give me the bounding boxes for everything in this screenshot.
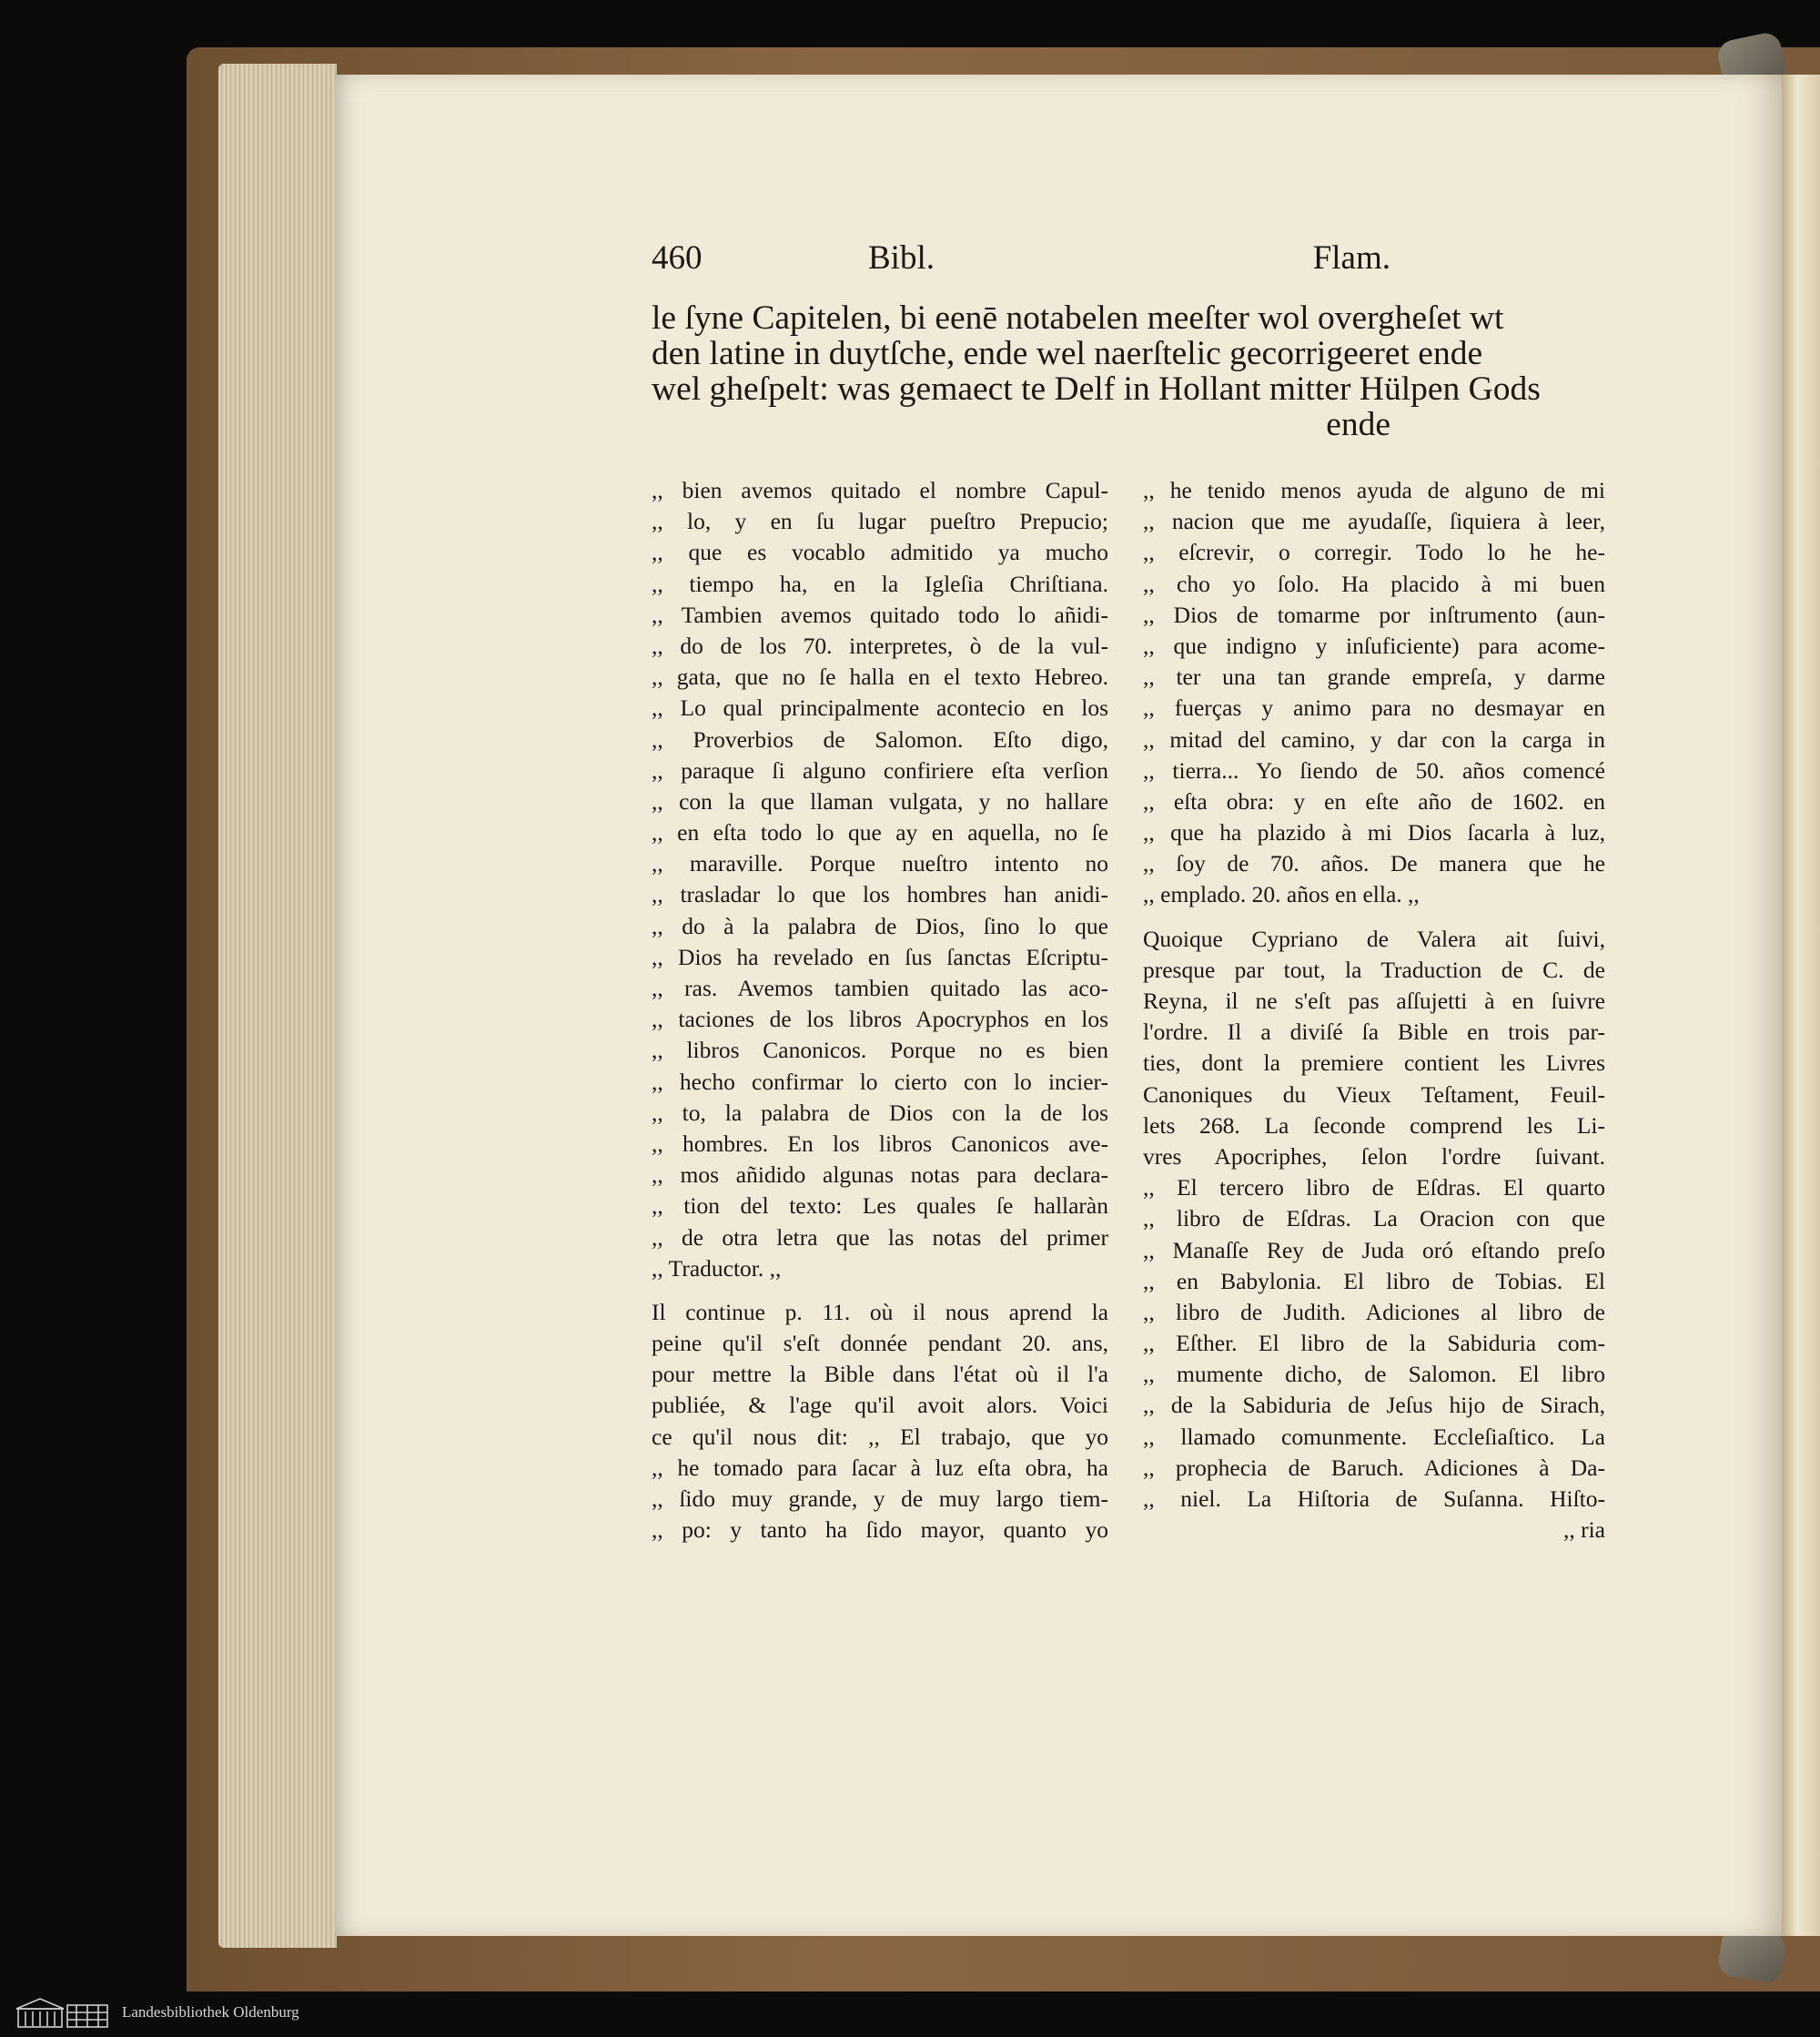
text-line: ,, libros Canonicos. Porque no es bien — [652, 1037, 1108, 1064]
next-page-edge — [1782, 75, 1820, 1936]
right-column — [1143, 475, 1605, 1545]
text-line: Canoniques du Vieux Teſtament, Feuil- — [1143, 1080, 1605, 1108]
paragraph-gap — [1143, 911, 1605, 924]
text-line: ,, Dios ha revelado en ſus ſanctas Eſcriptu- — [652, 943, 1108, 970]
text-line: ,, tiempo ha, en la Igleſia Chriſtiana. — [652, 570, 1108, 597]
text-line: ,, en Babylonia. El libro de Tobias. El — [1143, 1267, 1605, 1294]
text-line: ,, mos añidido algunas notas para declara- — [652, 1161, 1108, 1189]
text-line: ,, Proverbios de Salomon. Eſto digo, — [652, 725, 1108, 753]
library-building-icon — [13, 1996, 113, 2031]
text-line: peine qu'il s'eſt donnée pendant 20. ans, — [652, 1330, 1108, 1357]
text-line: publiée, & l'age qu'il avoit alors. Voici — [652, 1392, 1108, 1419]
text-line: ,, que es vocablo admitido ya mucho — [652, 539, 1108, 566]
text-line: ,, Traductor. ,, — [652, 1254, 782, 1282]
text-line: ,, paraque ſi alguno confiriere eſta verſion — [652, 756, 1108, 784]
text-line: ,, ſido muy grande, y de muy largo tiem- — [652, 1485, 1108, 1512]
footer-bar — [0, 1991, 1820, 2037]
text-line: ,, libro de Judith. Adiciones al libro de — [1143, 1298, 1605, 1325]
text-line: lets 268. La ſeconde comprend les Li- — [1143, 1111, 1605, 1139]
text-line: ,, gata, que no ſe halla en el texto Hebreo. — [652, 664, 1108, 691]
text-line: ,, llamado comunmente. Eccleſiaſtico. La — [1143, 1423, 1605, 1450]
text-line: ,, de la Sabiduria de Jeſus hijo de Sirach, — [1143, 1392, 1605, 1419]
text-line: ties, dont la premiere contient les Livres — [1143, 1049, 1605, 1077]
text-line: ,, en eſta todo lo que ay en aquella, no ſe — [652, 819, 1108, 846]
text-line: ,, do à la palabra de Dios, ſino lo que — [652, 912, 1108, 939]
left-column — [652, 475, 1108, 1545]
text-line: ,, mitad del camino, y dar con la carga in — [1143, 725, 1605, 753]
text-line: ,, Tambien avemos quitado todo lo añidi- — [652, 601, 1108, 628]
text-line: ,, maraville. Porque nueſtro intento no — [652, 850, 1108, 877]
text-line: vres Apocriphes, ſelon l'ordre ſuivant. — [1143, 1142, 1605, 1170]
text-line: ,, de otra letra que las notas del primer — [652, 1223, 1108, 1251]
running-head — [652, 238, 1390, 284]
text-line: ,, to, la palabra de Dios con la de los — [652, 1099, 1108, 1126]
page-number: 460 — [652, 239, 703, 277]
headword-right: Flam. — [1312, 239, 1390, 277]
text-line: ,, ras. Avemos tambien quitado las aco- — [652, 975, 1108, 1001]
page-block-edges — [218, 64, 337, 1948]
text-line: ,, Manaſſe Rey de Juda oró eſtando preſo — [1143, 1236, 1605, 1263]
text-line: ,, taciones de los libros Apocryphos en los — [652, 1006, 1108, 1033]
catchword: ,, ria — [1562, 1516, 1605, 1544]
text-line: ,, lo, y en ſu lugar pueſtro Prepucio; — [652, 508, 1108, 535]
text-line: ,, trasladar lo que los hombres han anidi- — [652, 881, 1108, 908]
text-line: ,, El tercero libro de Eſdras. El quarto — [1143, 1174, 1605, 1201]
text-line: ,, fuerças y animo para no desmayar en — [1143, 694, 1605, 722]
text-line: ,, he tomado para ſacar à luz eſta obra, ha — [652, 1454, 1108, 1481]
headword-left: Bibl. — [868, 239, 935, 277]
text-line: ende — [1326, 406, 1390, 443]
text-line: Reyna, il ne s'eſt pas aſſujetti à en ſuivre — [1143, 988, 1605, 1014]
text-line: ,, Eſther. El libro de la Sabiduria com- — [1143, 1330, 1605, 1357]
text-line: ,, tierra... Yo ſiendo de 50. años comencé — [1143, 756, 1605, 784]
text-line: ,, hombres. En los libros Canonicos ave- — [652, 1130, 1108, 1157]
text-line: ,, po: y tanto ha ſido mayor, quanto yo — [652, 1516, 1108, 1544]
text-line: ce qu'il nous dit: ,, El trabajo, que yo — [652, 1423, 1108, 1450]
text-line: ,, hecho confirmar lo cierto con lo incier- — [652, 1068, 1108, 1095]
text-line: ,, he tenido menos ayuda de alguno de mi — [1143, 477, 1605, 503]
paragraph-gap — [652, 1284, 1108, 1297]
text-line: Quoique Cypriano de Valera ait ſuivi, — [1143, 925, 1605, 952]
full-width-text — [652, 299, 1541, 443]
text-line: ,, que indigno y inſuficiente) para acome- — [1143, 632, 1605, 659]
text-line: ,, Lo qual principalmente acontecio en los — [652, 694, 1108, 722]
library-name: Landesbibliothek Oldenburg — [122, 2003, 299, 2021]
text-line: den latine in duytſche, ende wel naerſtelic gecorrigeeret ende — [652, 335, 1483, 372]
text-line: ,, eſcrevir, o corregir. Todo lo he he- — [1143, 539, 1605, 566]
text-line: Il continue p. 11. où il nous aprend la — [652, 1298, 1108, 1325]
text-line: ,, ter una tan grande empreſa, y darme — [1143, 664, 1605, 691]
text-line: ,, cho yo ſolo. Ha placido à mi buen — [1143, 570, 1605, 597]
text-line: l'ordre. Il a diviſé ſa Bible en trois par- — [1143, 1019, 1605, 1046]
text-line: ,, prophecia de Baruch. Adiciones à Da- — [1143, 1454, 1605, 1481]
text-line: ,, que ha plazido à mi Dios ſacarla à luz, — [1143, 819, 1605, 846]
text-line: ,, mumente dicho, de Salomon. El libro — [1143, 1361, 1605, 1388]
text-line: ,, Dios de tomarme por inſtrumento (aun- — [1143, 601, 1605, 628]
text-line: wel gheſpelt: was gemaect te Delf in Hollant mitter Hülpen Gods — [652, 370, 1541, 408]
text-line: ,, niel. La Hiſtoria de Suſanna. Hiſto- — [1143, 1485, 1605, 1512]
text-line: ,, tion del texto: Les quales ſe hallaràn — [652, 1192, 1108, 1220]
text-line: ,, bien avemos quitado el nombre Capul- — [652, 477, 1108, 503]
text-line: ,, eſta obra: y en eſte año de 1602. en — [1143, 787, 1605, 815]
text-line: ,, do de los 70. interpretes, ò de la vul- — [652, 632, 1108, 659]
text-line: ,, ſoy de 70. años. De manera que he — [1143, 850, 1605, 877]
text-line: le ſyne Capitelen, bi eenē notabelen meeſter wol overgheſet wt — [652, 299, 1504, 337]
text-line: ,, libro de Eſdras. La Oracion con que — [1143, 1205, 1605, 1232]
text-line: ,, emplado. 20. años en ella. ,, — [1143, 881, 1420, 908]
text-line: ,, con la que llaman vulgata, y no hallare — [652, 787, 1108, 815]
text-line: pour mettre la Bible dans l'état où il l'a — [652, 1361, 1108, 1388]
text-line: ,, nacion que me ayudaſſe, ſiquiera à leer, — [1143, 508, 1605, 535]
text-line: presque par tout, la Traduction de C. de — [1143, 956, 1605, 983]
